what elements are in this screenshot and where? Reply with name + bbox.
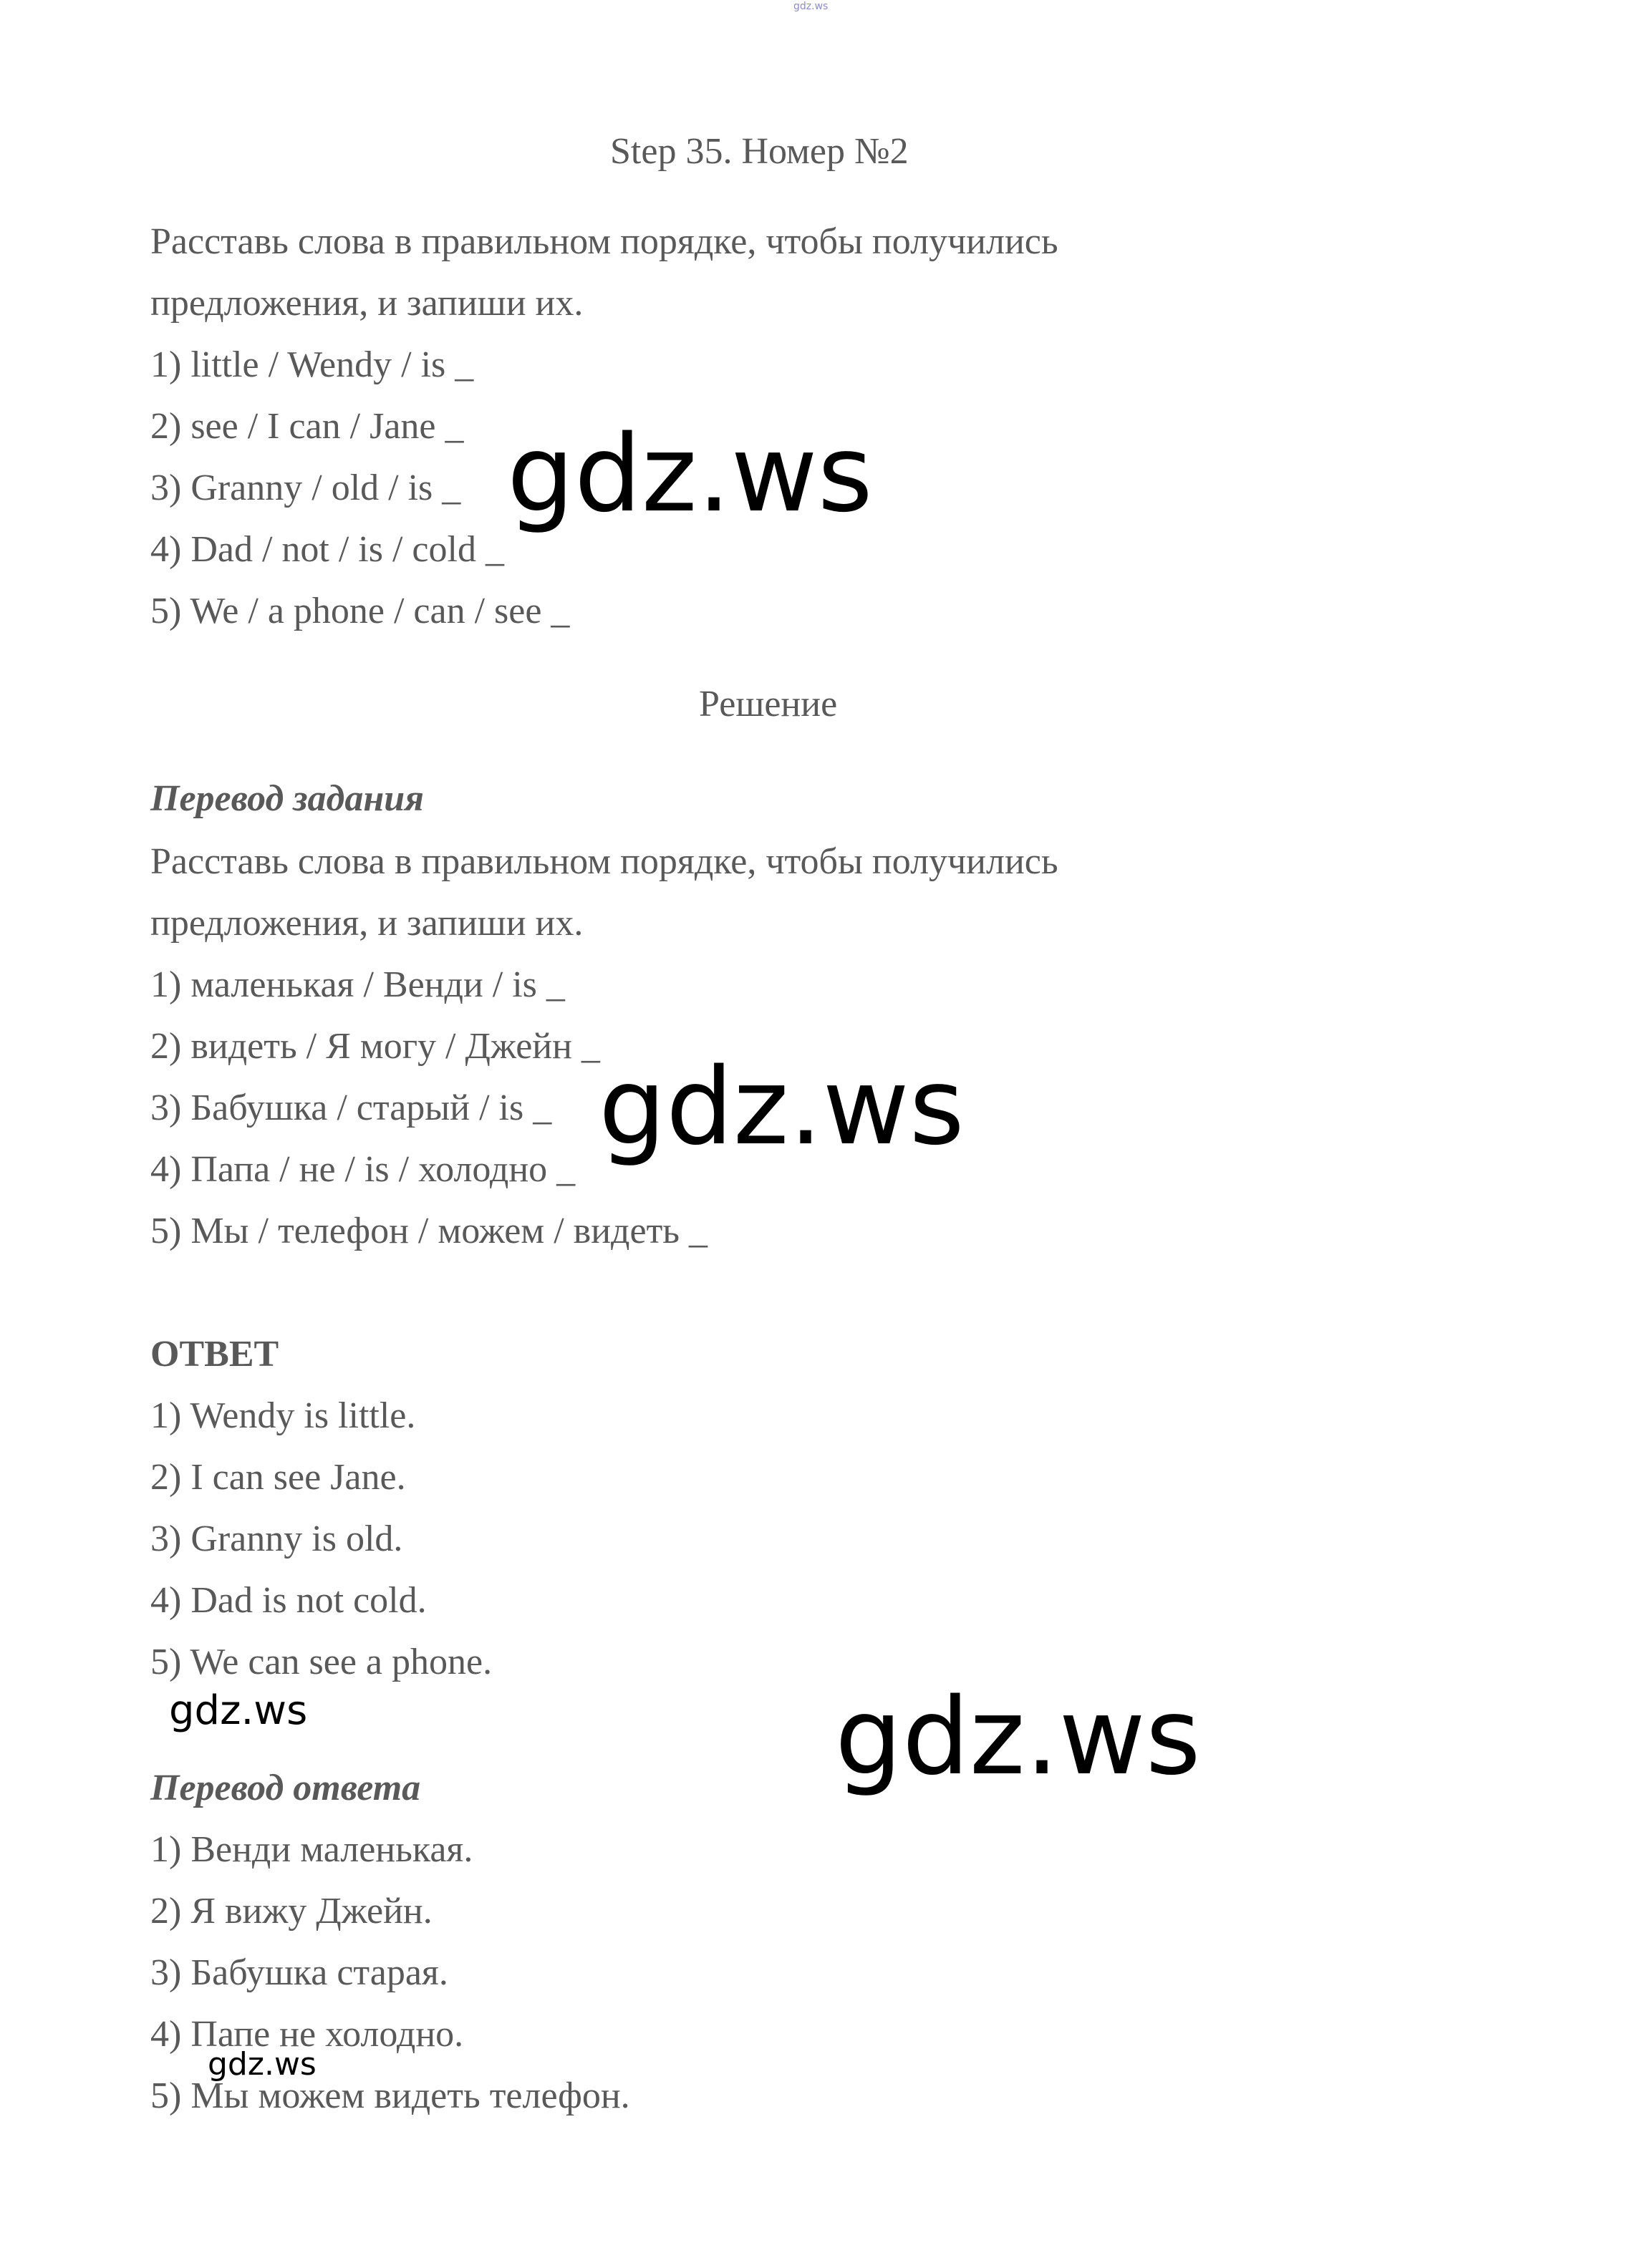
translation-item: 2) видеть / Я могу / Джейн _ bbox=[150, 1026, 600, 1067]
task-item: 2) see / I can / Jane _ bbox=[150, 406, 464, 447]
answer-translation-item: 3) Бабушка старая. bbox=[150, 1952, 448, 1993]
task-item: 1) little / Wendy / is _ bbox=[150, 344, 474, 385]
task-item: 5) We / a phone / can / see _ bbox=[150, 591, 570, 631]
translation-text-line: предложения, и запиши их. bbox=[150, 903, 584, 944]
translation-item: 1) маленькая / Венди / is _ bbox=[150, 964, 565, 1005]
translation-item: 3) Бабушка / старый / is _ bbox=[150, 1087, 552, 1128]
translation-item: 5) Мы / телефон / можем / видеть _ bbox=[150, 1211, 708, 1251]
answer-translation-item: 4) Папе не холодно. bbox=[150, 2014, 464, 2055]
task-item: 4) Dad / not / is / cold _ bbox=[150, 529, 504, 570]
watermark: gdz.ws bbox=[835, 1675, 1201, 1798]
translation-text-line: Расставь слова в правильном порядке, чтобы получились bbox=[150, 841, 1058, 882]
watermark: gdz.ws bbox=[507, 412, 873, 536]
translation-item: 4) Папа / не / is / холодно _ bbox=[150, 1149, 576, 1190]
answer-item: 3) Granny is old. bbox=[150, 1518, 403, 1559]
watermark: gdz.ws bbox=[599, 1045, 965, 1168]
answer-heading: ОТВЕТ bbox=[150, 1334, 279, 1375]
task-translation-heading: Перевод задания bbox=[150, 778, 424, 819]
answer-item: 4) Dad is not cold. bbox=[150, 1580, 427, 1621]
answer-translation-item: 2) Я вижу Джейн. bbox=[150, 1891, 433, 1932]
answer-translation-item: 1) Венди маленькая. bbox=[150, 1829, 473, 1870]
answer-translation-item: 5) Мы можем видеть телефон. bbox=[150, 2075, 630, 2116]
answer-item: 2) I can see Jane. bbox=[150, 1457, 406, 1498]
answer-item: 5) We can see a phone. bbox=[150, 1642, 493, 1682]
task-text-line: предложения, и запиши их. bbox=[150, 283, 584, 324]
task-item: 3) Granny / old / is _ bbox=[150, 467, 461, 508]
page-title: Step 35. Номер №2 bbox=[610, 131, 909, 172]
answer-translation-heading: Перевод ответа bbox=[150, 1768, 421, 1808]
top-watermark: gdz.ws bbox=[793, 1, 829, 12]
task-text-line: Расставь слова в правильном порядке, чтобы получились bbox=[150, 221, 1058, 262]
watermark: gdz.ws bbox=[208, 2046, 317, 2083]
watermark: gdz.ws bbox=[169, 1687, 308, 1734]
answer-item: 1) Wendy is little. bbox=[150, 1395, 416, 1436]
solution-heading: Решение bbox=[699, 684, 838, 724]
